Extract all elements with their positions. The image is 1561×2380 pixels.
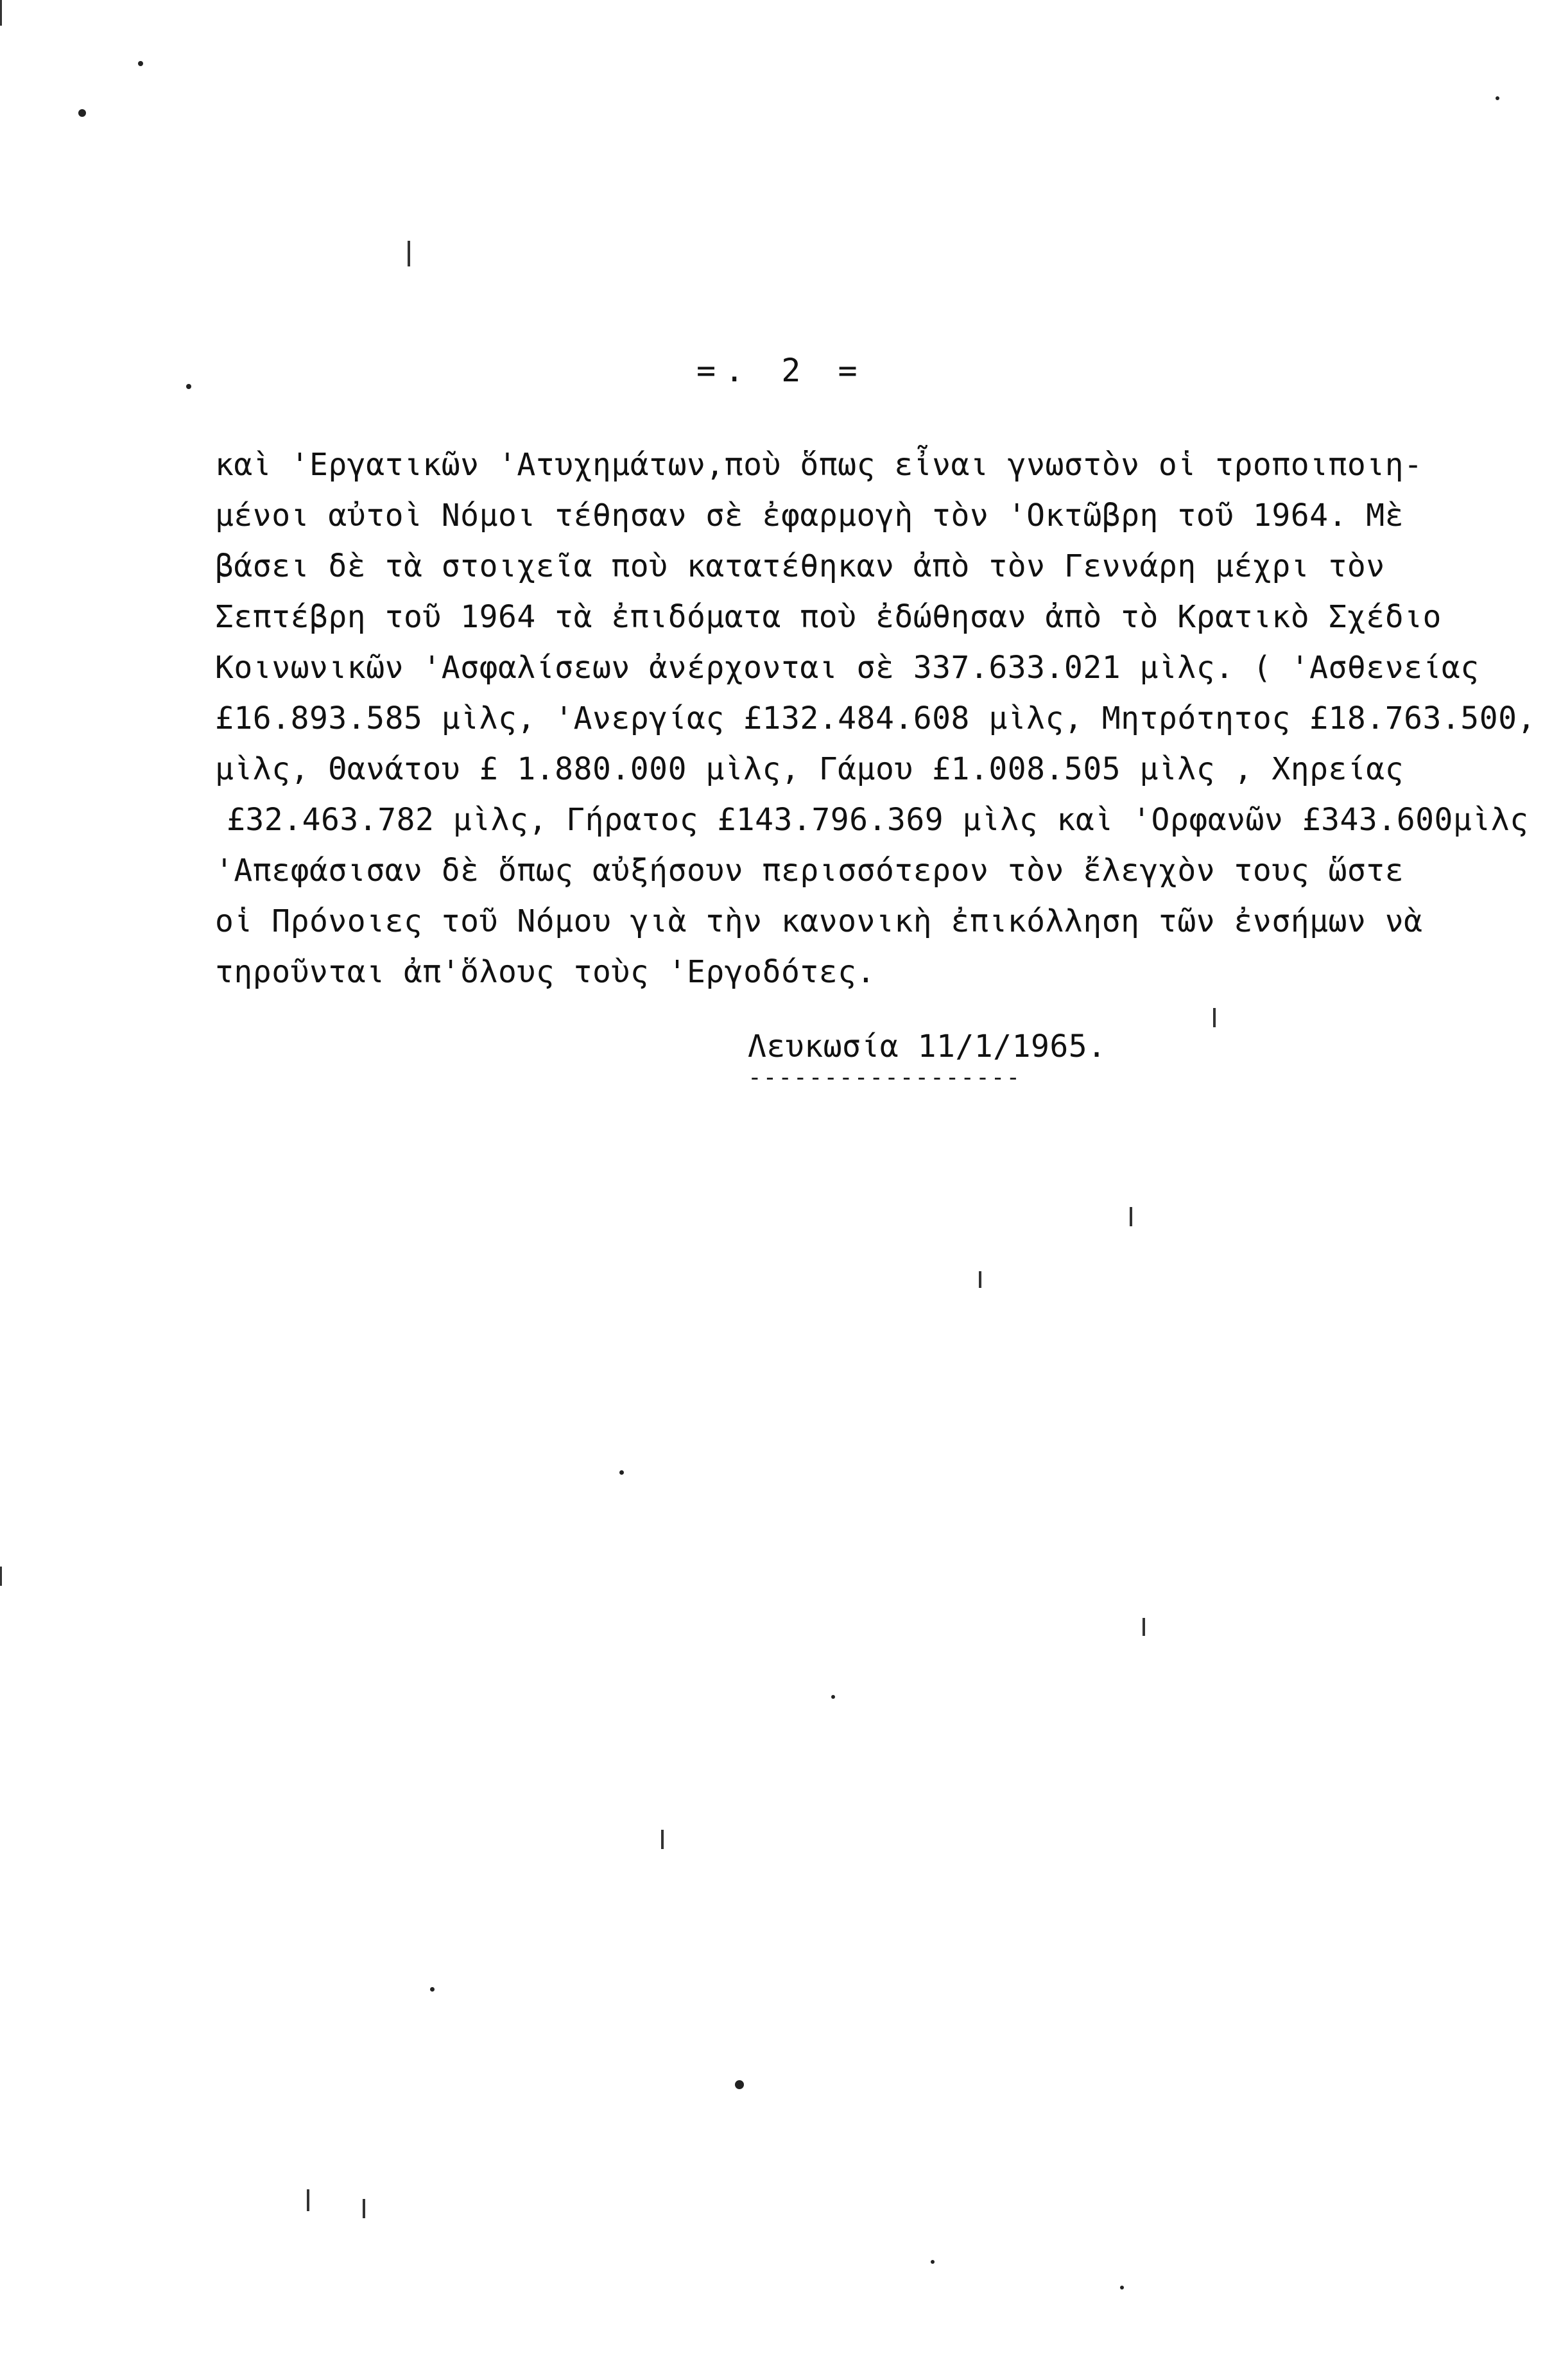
text-line-6: £16.893.585 μὶλς, 'Ανεργίας £132.484.608 μὶλς, Μητρότητος £18.763.500, — [215, 700, 1536, 736]
date-block — [748, 1027, 1107, 1091]
date-line: Λευκωσία 11/1/1965. — [748, 1029, 1107, 1064]
scan-speck — [1496, 96, 1499, 100]
text-line-8: £32.463.782 μὶλς, Γήρατος £143.796.369 μὶλς καὶ 'Ορφανῶν £343.600μὶλς — [227, 802, 1529, 838]
scan-mark — [1213, 1008, 1216, 1027]
scan-speck — [430, 1987, 435, 1992]
scan-mark — [408, 241, 410, 266]
scan-mark — [307, 2189, 309, 2211]
scan-mark — [0, 0, 2, 26]
body-text — [215, 440, 1550, 998]
scan-mark — [1143, 1618, 1145, 1636]
text-line-7: μὶλς, Θανάτου £ 1.880.000 μὶλς, Γάμου £1.008.505 μὶλς , Χηρείας — [215, 751, 1404, 787]
scan-mark — [0, 1567, 2, 1586]
text-line-3: βάσει δὲ τὰ στοιχεῖα ποὺ κατατέθηκαν ἀπὸ τὸν Γεννάρη μέχρι τὸν — [215, 548, 1385, 584]
scan-mark — [1130, 1207, 1132, 1226]
scan-speck — [831, 1695, 835, 1699]
scan-speck — [735, 2080, 744, 2089]
scan-speck — [138, 61, 143, 66]
scan-mark — [661, 1830, 664, 1849]
scan-speck — [78, 109, 86, 117]
scan-mark — [363, 2199, 365, 2218]
page-number: =. 2 = — [696, 352, 867, 389]
text-line-10: οἱ Πρόνοιες τοῦ Νόμου γιὰ τὴν κανονικὴ ἐπικόλληση τῶν ἐνσήμων νὰ — [215, 903, 1423, 939]
scan-speck — [931, 2260, 935, 2264]
date-underline: ------------------ — [748, 1064, 1022, 1091]
text-line-5: Κοινωνικῶν 'Ασφαλίσεων ἀνέρχονται σὲ 337.633.021 μὶλς. ( 'Ασθενείας — [215, 650, 1479, 686]
text-line-1: καὶ 'Εργατικῶν 'Ατυχημάτων,ποὺ ὅπως εἶναι γνωστὸν οἱ τροποιποιη- — [215, 447, 1423, 483]
text-line-2: μένοι αὐτοὶ Νόμοι τέθησαν σὲ ἐφαρμογὴ τὸν 'Οκτῶβρη τοῦ 1964. Μὲ — [215, 498, 1404, 534]
text-line-4: Σεπτέβρη τοῦ 1964 τὰ ἐπιδόματα ποὺ ἐδώθησαν ἀπὸ τὸ Κρατικὸ Σχέδιο — [215, 599, 1442, 635]
scan-speck — [1120, 2286, 1124, 2289]
text-line-11: τηροῦνται ἀπ'ὅλους τοὺς 'Εργοδότες. — [215, 954, 875, 990]
scan-speck — [619, 1470, 624, 1475]
text-line-9: 'Απεφάσισαν δὲ ὅπως αὐξήσουν περισσότερον τὸν ἔλεγχὸν τους ὥστε — [215, 853, 1404, 889]
scan-mark — [979, 1271, 981, 1288]
scan-speck — [186, 384, 191, 389]
